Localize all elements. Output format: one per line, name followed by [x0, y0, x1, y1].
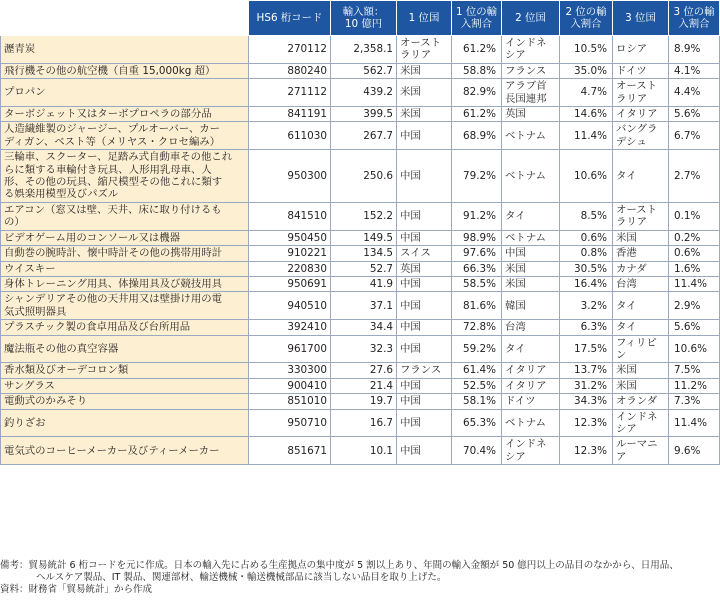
hs6-code-cell: 950691	[249, 276, 331, 291]
rank3-share-cell: 5.6%	[669, 320, 720, 335]
table-notes	[0, 560, 718, 596]
header-rank3-country: 3 位国	[613, 1, 669, 36]
rank2-country-cell: 韓国	[502, 292, 560, 320]
rank2-share-cell: 34.3%	[560, 394, 613, 409]
item-name-cell: 釣りざお	[1, 409, 249, 437]
rank1-share-cell: 70.4%	[452, 437, 502, 465]
table-row	[1, 107, 720, 122]
item-name-cell: ビデオゲーム用のコンソール又は機器	[1, 230, 249, 245]
hs6-code-cell: 220830	[249, 261, 331, 276]
rank1-country-cell: オースト ラリア	[397, 36, 452, 64]
import-amount-cell: 562.7	[331, 63, 397, 78]
rank1-country-cell: 中国	[397, 437, 452, 465]
header-rank2-share: 2 位の輸 入割合	[560, 1, 613, 36]
rank1-share-cell: 81.6%	[452, 292, 502, 320]
rank2-country-cell: イタリア	[502, 363, 560, 378]
hs6-code-cell: 950450	[249, 230, 331, 245]
rank3-share-cell: 4.1%	[669, 63, 720, 78]
item-name-cell: 瀝青炭	[1, 36, 249, 64]
rank2-country-cell: ドイツ	[502, 394, 560, 409]
rank2-country-cell: タイ	[502, 202, 560, 230]
rank3-share-cell: 7.3%	[669, 394, 720, 409]
hs6-code-cell: 851010	[249, 394, 331, 409]
rank2-country-cell: フランス	[502, 63, 560, 78]
import-amount-cell: 52.7	[331, 261, 397, 276]
import-amount-cell: 149.5	[331, 230, 397, 245]
rank1-share-cell: 72.8%	[452, 320, 502, 335]
import-amount-cell: 250.6	[331, 150, 397, 203]
item-name-cell: 身体トレーニング用具、体操用具及び競技用具	[1, 276, 249, 291]
rank2-country-cell: イタリア	[502, 378, 560, 393]
rank2-share-cell: 0.6%	[560, 230, 613, 245]
table-row	[1, 122, 720, 150]
hs6-code-cell: 950300	[249, 150, 331, 203]
item-name-cell: 人造繊維製のジャージー、プルオーバー、カー ディガン、ベスト等（メリヤス・クロセ編み）	[1, 122, 249, 150]
rank3-country-cell: カナダ	[613, 261, 669, 276]
table-row	[1, 292, 720, 320]
hs6-code-cell: 900410	[249, 378, 331, 393]
table-row	[1, 378, 720, 393]
rank3-country-cell: イタリア	[613, 107, 669, 122]
hs6-code-cell: 330300	[249, 363, 331, 378]
rank2-country-cell: ベトナム	[502, 230, 560, 245]
rank1-share-cell: 68.9%	[452, 122, 502, 150]
rank3-share-cell: 7.5%	[669, 363, 720, 378]
rank2-share-cell: 31.2%	[560, 378, 613, 393]
rank3-country-cell: ルーマニ ア	[613, 437, 669, 465]
rank1-share-cell: 97.6%	[452, 246, 502, 261]
rank3-country-cell: 米国	[613, 363, 669, 378]
rank2-share-cell: 35.0%	[560, 63, 613, 78]
rank2-country-cell: ベトナム	[502, 409, 560, 437]
item-name-cell: ウイスキー	[1, 261, 249, 276]
rank2-share-cell: 11.4%	[560, 122, 613, 150]
item-name-cell: シャンデリアその他の天井用又は壁掛け用の電 気式照明器具	[1, 292, 249, 320]
rank1-share-cell: 79.2%	[452, 150, 502, 203]
rank3-share-cell: 5.6%	[669, 107, 720, 122]
rank1-share-cell: 58.5%	[452, 276, 502, 291]
import-amount-cell: 34.4	[331, 320, 397, 335]
header-rank1-share: 1 位の輸 入割合	[452, 1, 502, 36]
table-row	[1, 202, 720, 230]
rank2-share-cell: 14.6%	[560, 107, 613, 122]
hs6-code-cell: 611030	[249, 122, 331, 150]
rank2-share-cell: 12.3%	[560, 437, 613, 465]
header-rank2-country: 2 位国	[502, 1, 560, 36]
rank1-country-cell: 中国	[397, 378, 452, 393]
table-body	[1, 36, 720, 465]
rank2-share-cell: 16.4%	[560, 276, 613, 291]
header-item	[1, 1, 249, 36]
rank3-share-cell: 2.7%	[669, 150, 720, 203]
rank3-share-cell: 8.9%	[669, 36, 720, 64]
rank1-share-cell: 58.8%	[452, 63, 502, 78]
import-amount-cell: 41.9	[331, 276, 397, 291]
rank1-country-cell: 米国	[397, 79, 452, 107]
header-import-amount: 輸入額： 10 億円	[331, 1, 397, 36]
item-name-cell: プロパン	[1, 79, 249, 107]
table-row	[1, 409, 720, 437]
rank3-share-cell: 0.1%	[669, 202, 720, 230]
rank3-country-cell: オースト ラリア	[613, 79, 669, 107]
rank3-country-cell: タイ	[613, 320, 669, 335]
item-name-cell: 電動式のかみそり	[1, 394, 249, 409]
rank1-share-cell: 61.2%	[452, 36, 502, 64]
rank1-country-cell: 中国	[397, 230, 452, 245]
table-row	[1, 230, 720, 245]
import-amount-cell: 439.2	[331, 79, 397, 107]
item-name-cell: ターボジェット又はターボプロペラの部分品	[1, 107, 249, 122]
rank2-country-cell: ベトナム	[502, 150, 560, 203]
item-name-cell: 魔法瓶その他の真空容器	[1, 335, 249, 363]
rank2-country-cell: インドネ シア	[502, 437, 560, 465]
item-name-cell: プラスチック製の食卓用品及び台所用品	[1, 320, 249, 335]
rank1-country-cell: 米国	[397, 63, 452, 78]
rank1-share-cell: 98.9%	[452, 230, 502, 245]
rank3-share-cell: 6.7%	[669, 122, 720, 150]
rank3-share-cell: 11.4%	[669, 276, 720, 291]
source-note: 資料：財務省「貿易統計」から作成	[0, 584, 153, 595]
item-name-cell: 電気式のコーヒーメーカー及びティーメーカー	[1, 437, 249, 465]
table-row	[1, 437, 720, 465]
item-name-cell: 三輪車、スクーター、足踏み式自動車その他これ らに類する車輪付き玩具、人形用乳母車、人 形、その他の玩具、縮尺模型その他これに類す る娯楽用模型及びパズル	[1, 150, 249, 203]
rank2-share-cell: 12.3%	[560, 409, 613, 437]
item-name-cell: 香水類及びオーデコロン類	[1, 363, 249, 378]
import-amount-cell: 267.7	[331, 122, 397, 150]
hs6-code-cell: 880240	[249, 63, 331, 78]
rank2-share-cell: 17.5%	[560, 335, 613, 363]
rank3-country-cell: タイ	[613, 292, 669, 320]
hs6-code-cell: 851671	[249, 437, 331, 465]
rank1-share-cell: 59.2%	[452, 335, 502, 363]
rank3-country-cell: バングラ デシュ	[613, 122, 669, 150]
rank3-share-cell: 11.2%	[669, 378, 720, 393]
rank3-country-cell: 米国	[613, 378, 669, 393]
rank1-country-cell: 中国	[397, 394, 452, 409]
rank2-share-cell: 10.5%	[560, 36, 613, 64]
rank2-country-cell: アラブ首 長国連邦	[502, 79, 560, 107]
hs6-code-cell: 961700	[249, 335, 331, 363]
rank3-share-cell: 0.6%	[669, 246, 720, 261]
import-amount-cell: 2,358.1	[331, 36, 397, 64]
hs6-code-cell: 392410	[249, 320, 331, 335]
note-line-2: ヘルスケア製品、IT 製品、関連部材、輸送機械・輸送機械部品に該当しない品目を取り上げた。	[36, 572, 447, 583]
rank2-country-cell: タイ	[502, 335, 560, 363]
rank3-share-cell: 9.6%	[669, 437, 720, 465]
rank1-country-cell: 中国	[397, 202, 452, 230]
hs6-code-cell: 950710	[249, 409, 331, 437]
rank3-share-cell: 0.2%	[669, 230, 720, 245]
import-amount-cell: 10.1	[331, 437, 397, 465]
rank3-country-cell: 台湾	[613, 276, 669, 291]
import-amount-cell: 27.6	[331, 363, 397, 378]
rank1-share-cell: 61.2%	[452, 107, 502, 122]
rank2-country-cell: インドネ シア	[502, 36, 560, 64]
table-row	[1, 320, 720, 335]
header-row	[1, 1, 720, 36]
hs6-code-cell: 841191	[249, 107, 331, 122]
header-rank3-share: 3 位の輸 入割合	[669, 1, 720, 36]
table-row	[1, 335, 720, 363]
import-amount-cell: 399.5	[331, 107, 397, 122]
table-row	[1, 276, 720, 291]
header-hs6-code: HS6 桁コード	[249, 1, 331, 36]
rank3-country-cell: タイ	[613, 150, 669, 203]
rank3-country-cell: インドネ シア	[613, 409, 669, 437]
rank1-share-cell: 61.4%	[452, 363, 502, 378]
rank3-country-cell: オランダ	[613, 394, 669, 409]
hs6-code-cell: 940510	[249, 292, 331, 320]
rank1-share-cell: 91.2%	[452, 202, 502, 230]
import-amount-cell: 16.7	[331, 409, 397, 437]
rank1-country-cell: 英国	[397, 261, 452, 276]
rank2-country-cell: 米国	[502, 276, 560, 291]
rank1-country-cell: 中国	[397, 409, 452, 437]
rank3-share-cell: 10.6%	[669, 335, 720, 363]
rank1-country-cell: フランス	[397, 363, 452, 378]
import-amount-cell: 37.1	[331, 292, 397, 320]
rank2-share-cell: 6.3%	[560, 320, 613, 335]
rank2-share-cell: 30.5%	[560, 261, 613, 276]
import-amount-cell: 152.2	[331, 202, 397, 230]
rank3-share-cell: 1.6%	[669, 261, 720, 276]
import-amount-cell: 21.4	[331, 378, 397, 393]
rank1-share-cell: 66.3%	[452, 261, 502, 276]
table-row	[1, 246, 720, 261]
hs6-code-cell: 270112	[249, 36, 331, 64]
rank2-share-cell: 4.7%	[560, 79, 613, 107]
item-name-cell: エアコン（窓又は壁、天井、床に取り付けるも の）	[1, 202, 249, 230]
rank2-share-cell: 13.7%	[560, 363, 613, 378]
rank1-share-cell: 82.9%	[452, 79, 502, 107]
note-line-1: 備考：貿易統計 6 桁コードを元に作成。日本の輸入先に占める生産拠点の集中度が 5 割以上あり、年間の輸入金額が 50 億円以上の品目のなかから、日用品、	[0, 560, 679, 571]
rank3-country-cell: フィリピ ン	[613, 335, 669, 363]
import-amount-cell: 134.5	[331, 246, 397, 261]
hs6-code-cell: 841510	[249, 202, 331, 230]
rank2-share-cell: 0.8%	[560, 246, 613, 261]
rank2-country-cell: 中国	[502, 246, 560, 261]
rank1-country-cell: 中国	[397, 122, 452, 150]
rank1-country-cell: 米国	[397, 107, 452, 122]
item-name-cell: サングラス	[1, 378, 249, 393]
rank2-share-cell: 3.2%	[560, 292, 613, 320]
rank3-country-cell: オースト ラリア	[613, 202, 669, 230]
hs6-code-cell: 910221	[249, 246, 331, 261]
item-name-cell: 自動巻の腕時計、懐中時計その他の携帯用時計	[1, 246, 249, 261]
rank1-country-cell: 中国	[397, 320, 452, 335]
import-amount-cell: 32.3	[331, 335, 397, 363]
rank3-share-cell: 2.9%	[669, 292, 720, 320]
rank1-country-cell: 中国	[397, 150, 452, 203]
rank3-country-cell: ロシア	[613, 36, 669, 64]
rank3-country-cell: 香港	[613, 246, 669, 261]
rank2-country-cell: 台湾	[502, 320, 560, 335]
rank3-country-cell: ドイツ	[613, 63, 669, 78]
rank2-share-cell: 10.6%	[560, 150, 613, 203]
table-row	[1, 394, 720, 409]
table-row	[1, 79, 720, 107]
rank2-share-cell: 8.5%	[560, 202, 613, 230]
rank3-country-cell: 米国	[613, 230, 669, 245]
table-header	[1, 1, 720, 36]
rank3-share-cell: 4.4%	[669, 79, 720, 107]
rank2-country-cell: ベトナム	[502, 122, 560, 150]
header-rank1-country: 1 位国	[397, 1, 452, 36]
rank1-share-cell: 58.1%	[452, 394, 502, 409]
rank2-country-cell: 英国	[502, 107, 560, 122]
import-amount-cell: 19.7	[331, 394, 397, 409]
rank1-country-cell: 中国	[397, 335, 452, 363]
rank1-country-cell: スイス	[397, 246, 452, 261]
table-row	[1, 150, 720, 203]
rank1-country-cell: 中国	[397, 276, 452, 291]
rank1-country-cell: 中国	[397, 292, 452, 320]
item-name-cell: 飛行機その他の航空機（自重 15,000kg 超）	[1, 63, 249, 78]
rank2-country-cell: 米国	[502, 261, 560, 276]
rank1-share-cell: 65.3%	[452, 409, 502, 437]
table-row	[1, 36, 720, 64]
table-row	[1, 261, 720, 276]
hs6-code-cell: 271112	[249, 79, 331, 107]
table-row	[1, 63, 720, 78]
rank3-share-cell: 11.4%	[669, 409, 720, 437]
table-row	[1, 363, 720, 378]
rank1-share-cell: 52.5%	[452, 378, 502, 393]
